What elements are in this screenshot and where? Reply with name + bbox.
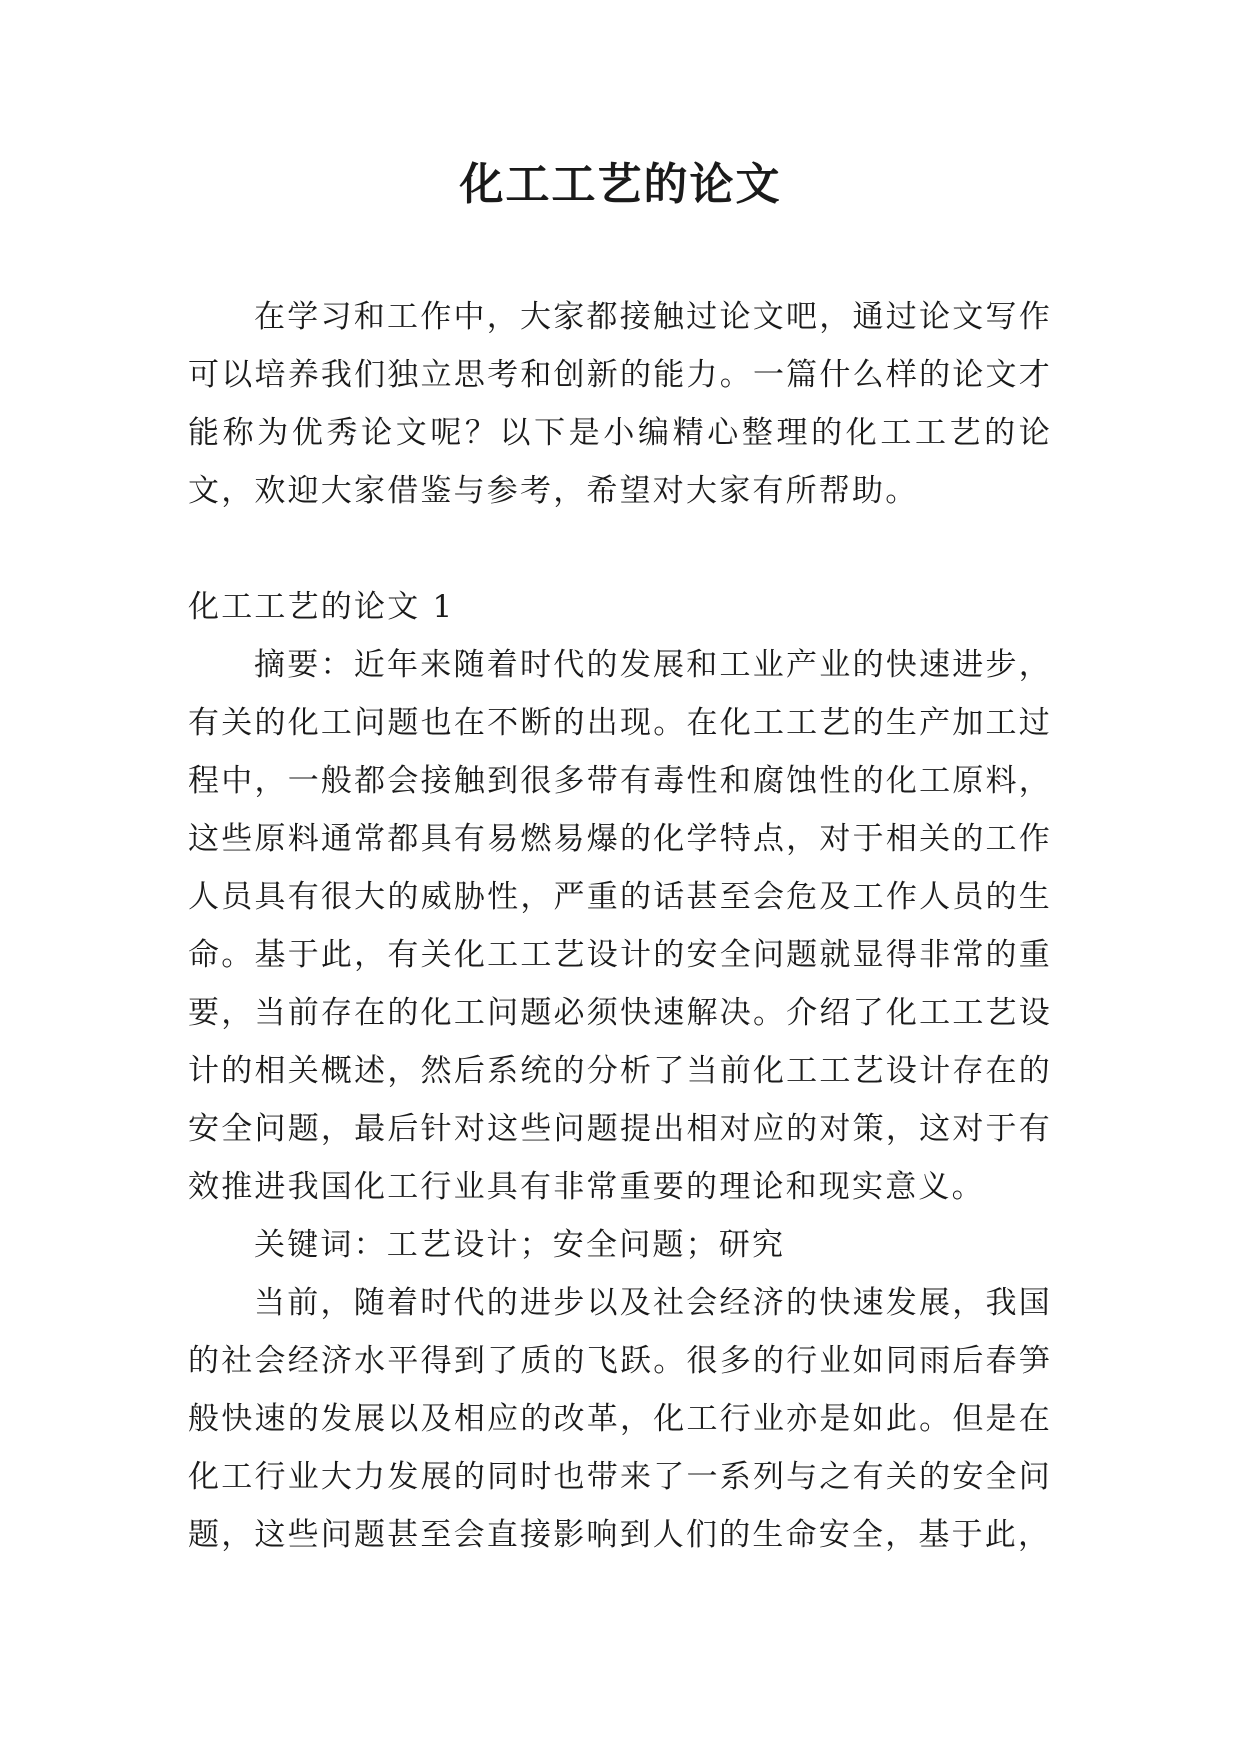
keywords-paragraph: 关键词：工艺设计；安全问题；研究 — [254, 1227, 786, 1263]
section-heading: 化工工艺的论文 1 — [188, 589, 455, 625]
intro-paragraph: 在学习和工作中，大家都接触过论文吧，通过论文写作可以培养我们独立思考和创新的能力。一篇什么样的论文才能称为优秀论文呢？以下是小编精心整理的化工工艺的论文，欢迎大家借鉴与参考，希望对大家有所帮助。 — [188, 299, 1052, 509]
abstract-paragraph: 摘要：近年来随着时代的发展和工业产业的快速进步，有关的化工问题也在不断的出现。在化工工艺的生产加工过程中，一般都会接触到很多带有毒性和腐蚀性的化工原料，这些原料通常都具有易燃易爆的化学特点，对于相关的工作人员具有很大的威胁性，严重的话甚至会危及工作人员的生命。基于此，有关化工工艺设计的安全问题就显得非常的重要，当前存在的化工问题必须快速解决。介绍了化工工艺设计的相关概述，然后系统的分析了当前化工工艺设计存在的安全问题，最后针对这些问题提出相对应的对策，这对于有效推进我国化工行业具有非常重要的理论和现实意义。 — [188, 647, 1052, 1205]
document-title: 化工工艺的论文 — [459, 159, 782, 210]
body-paragraph: 当前，随着时代的进步以及社会经济的快速发展，我国的社会经济水平得到了质的飞跃。很多的行业如同雨后春笋般快速的发展以及相应的改革，化工行业亦是如此。但是在化工行业大力发展的同时也带来了一系列与之有关的安全问题，这些问题甚至会直接影响到人们的生命安全，基于此， — [188, 1285, 1052, 1553]
document-body — [188, 288, 1052, 1564]
